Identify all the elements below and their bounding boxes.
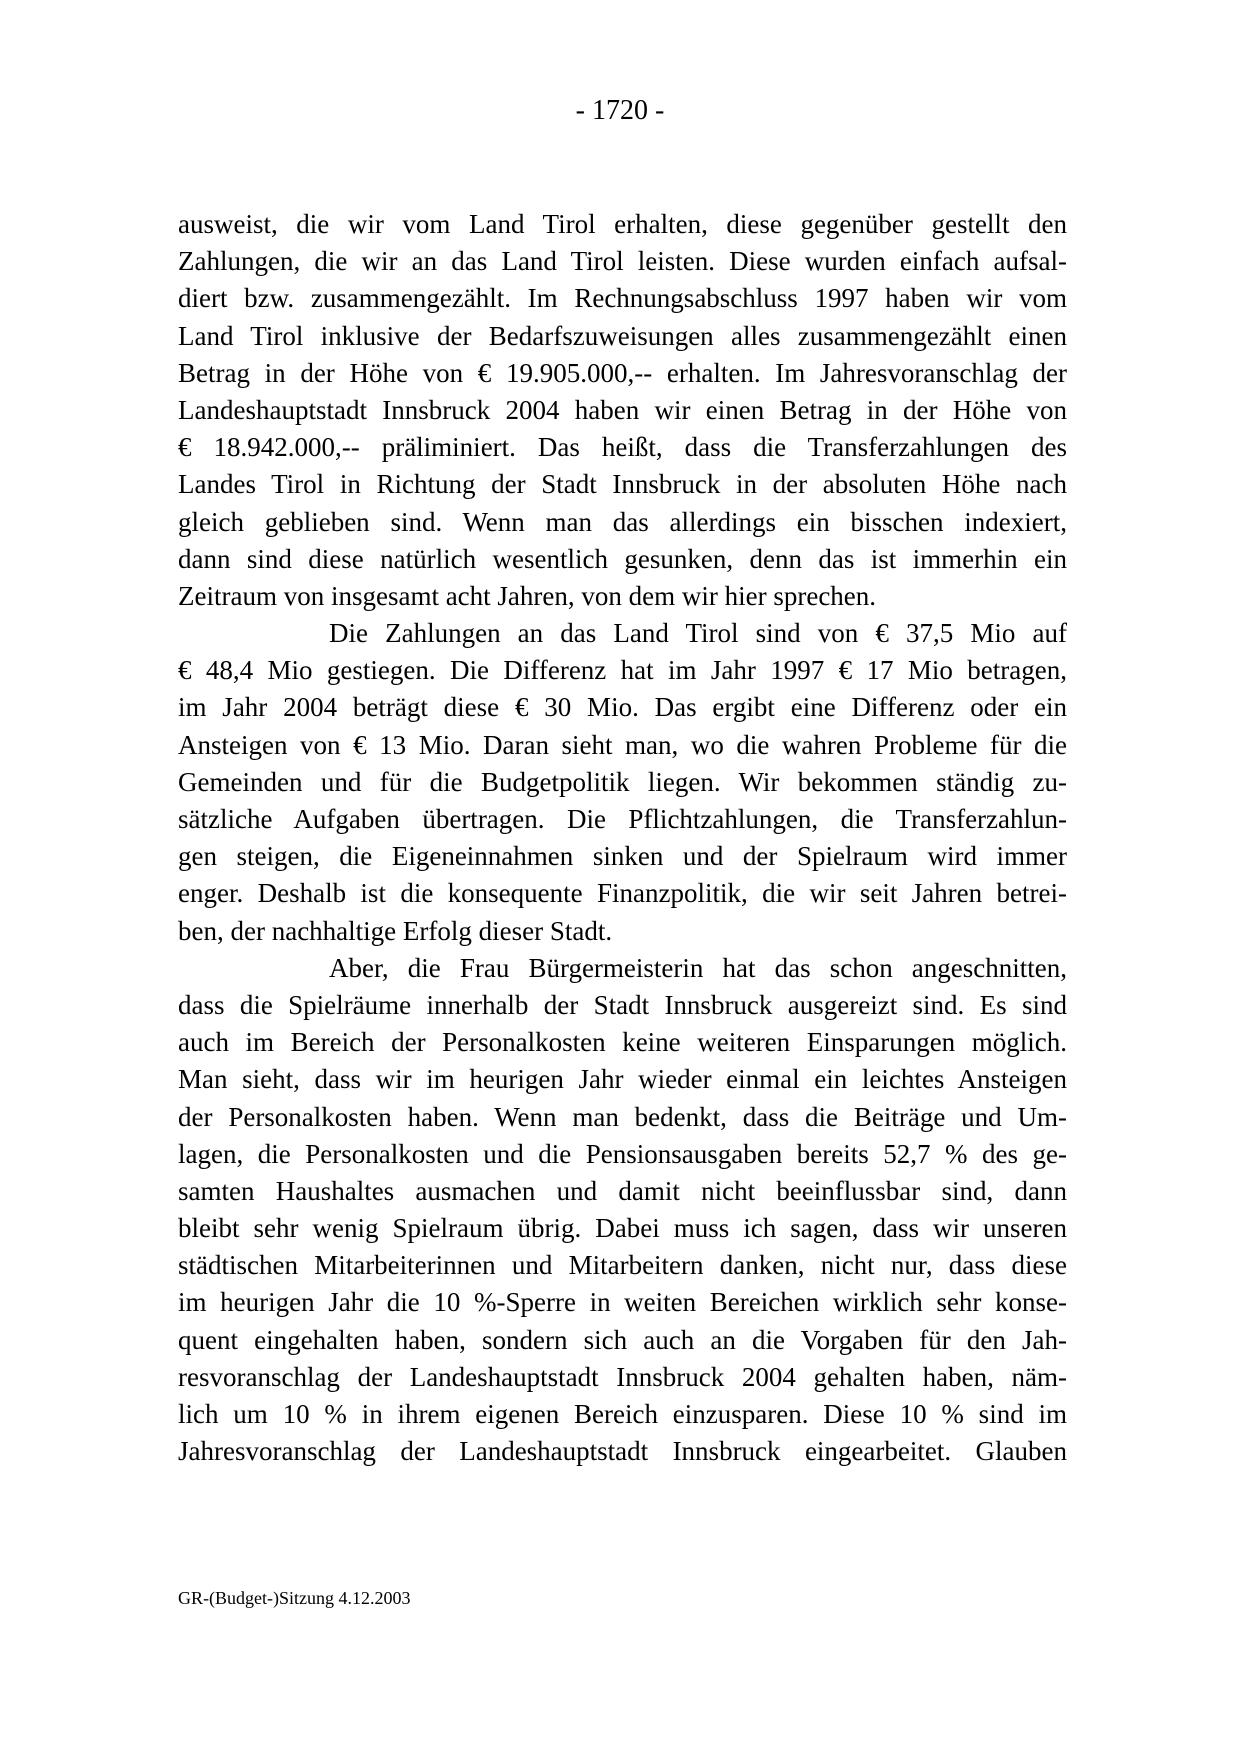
text-line: im Jahr 2004 beträgt diese € 30 Mio. Das ergibt eine Differenz oder ein [178, 692, 1067, 723]
paragraph-start-line: Die Zahlungen an das Land Tirol sind von € 37,5 Mio auf [329, 618, 1067, 649]
text-line: Land Tirol inklusive der Bedarfszuweisungen alles zusammengezählt einen [178, 320, 1067, 351]
text-line: lagen, die Personalkosten und die Pensionsausgaben bereits 52,7 % des ge- [178, 1138, 1067, 1169]
text-line: im heurigen Jahr die 10 %-Sperre in weiten Bereichen wirklich sehr konse- [178, 1287, 1067, 1318]
text-line: Zeitraum von insgesamt acht Jahren, von dem wir hier sprechen. [178, 580, 877, 611]
text-line: Landeshauptstadt Innsbruck 2004 haben wir einen Betrag in der Höhe von [178, 394, 1067, 425]
text-line: städtischen Mitarbeiterinnen und Mitarbeitern danken, nicht nur, dass diese [178, 1250, 1067, 1281]
paragraph-start-line: Aber, die Frau Bürgermeisterin hat das schon angeschnitten, [329, 952, 1067, 983]
text-line: enger. Deshalb ist die konsequente Finanzpolitik, die wir seit Jahren betrei- [178, 878, 1067, 909]
text-line: ausweist, die wir vom Land Tirol erhalten, diese gegenüber gestellt den [178, 209, 1067, 239]
text-line: quent eingehalten haben, sondern sich auch an die Vorgaben für den Jah- [178, 1324, 1067, 1355]
text-line: der Personalkosten haben. Wenn man bedenkt, dass die Beiträge und Um- [178, 1101, 1067, 1132]
text-line: resvoranschlag der Landeshauptstadt Innsbruck 2004 gehalten haben, näm- [178, 1361, 1067, 1392]
text-line: Ansteigen von € 13 Mio. Daran sieht man, wo die wahren Probleme für die [178, 729, 1067, 760]
text-line: € 48,4 Mio gestiegen. Die Differenz hat im Jahr 1997 € 17 Mio betragen, [178, 655, 1067, 686]
text-line: Landes Tirol in Richtung der Stadt Innsbruck in der absoluten Höhe nach [178, 469, 1067, 500]
text-line: Betrag in der Höhe von € 19.905.000,-- erhalten. Im Jahresvoranschlag der [178, 357, 1067, 388]
text-line: sätzliche Aufgaben übertragen. Die Pflichtzahlungen, die Transferzahlun- [178, 804, 1067, 834]
text-line: gleich geblieben sind. Wenn man das allerdings ein bisschen indexiert, [178, 506, 1067, 537]
text-line: dass die Spielräume innerhalb der Stadt Innsbruck ausgereizt sind. Es sind [178, 989, 1067, 1020]
text-line: dann sind diese natürlich wesentlich gesunken, denn das ist immerhin ein [178, 543, 1067, 574]
text-line: lich um 10 % in ihrem eigenen Bereich einzusparen. Diese 10 % sind im [178, 1399, 1067, 1429]
text-line: € 18.942.000,-- präliminiert. Das heißt, dass die Transferzahlungen des [178, 432, 1067, 463]
text-line: Zahlungen, die wir an das Land Tirol leisten. Diese wurden einfach aufsal- [178, 246, 1067, 277]
text-line: bleibt sehr wenig Spielraum übrig. Dabei muss ich sagen, dass wir unseren [178, 1213, 1067, 1244]
text-line: diert bzw. zusammengezählt. Im Rechnungsabschluss 1997 haben wir vom [178, 283, 1067, 314]
text-line: Gemeinden und für die Budgetpolitik liegen. Wir bekommen ständig zu- [178, 766, 1067, 797]
text-line: ben, der nachhaltige Erfolg dieser Stadt. [178, 915, 613, 946]
page-footer: GR-(Budget-)Sitzung 4.12.2003 [178, 1588, 411, 1608]
text-line: gen steigen, die Eigeneinnahmen sinken und der Spielraum wird immer [178, 841, 1067, 872]
text-line: Man sieht, dass wir im heurigen Jahr wieder einmal ein leichtes Ansteigen [178, 1064, 1067, 1095]
body-text [178, 206, 1067, 1470]
text-line: samten Haushaltes ausmachen und damit nicht beeinflussbar sind, dann [178, 1175, 1067, 1206]
text-line: Jahresvoranschlag der Landeshauptstadt Innsbruck eingearbeitet. Glauben [178, 1436, 1067, 1467]
page-number: - 1720 - [575, 95, 665, 126]
text-line: auch im Bereich der Personalkosten keine weiteren Einsparungen möglich. [178, 1027, 1067, 1058]
